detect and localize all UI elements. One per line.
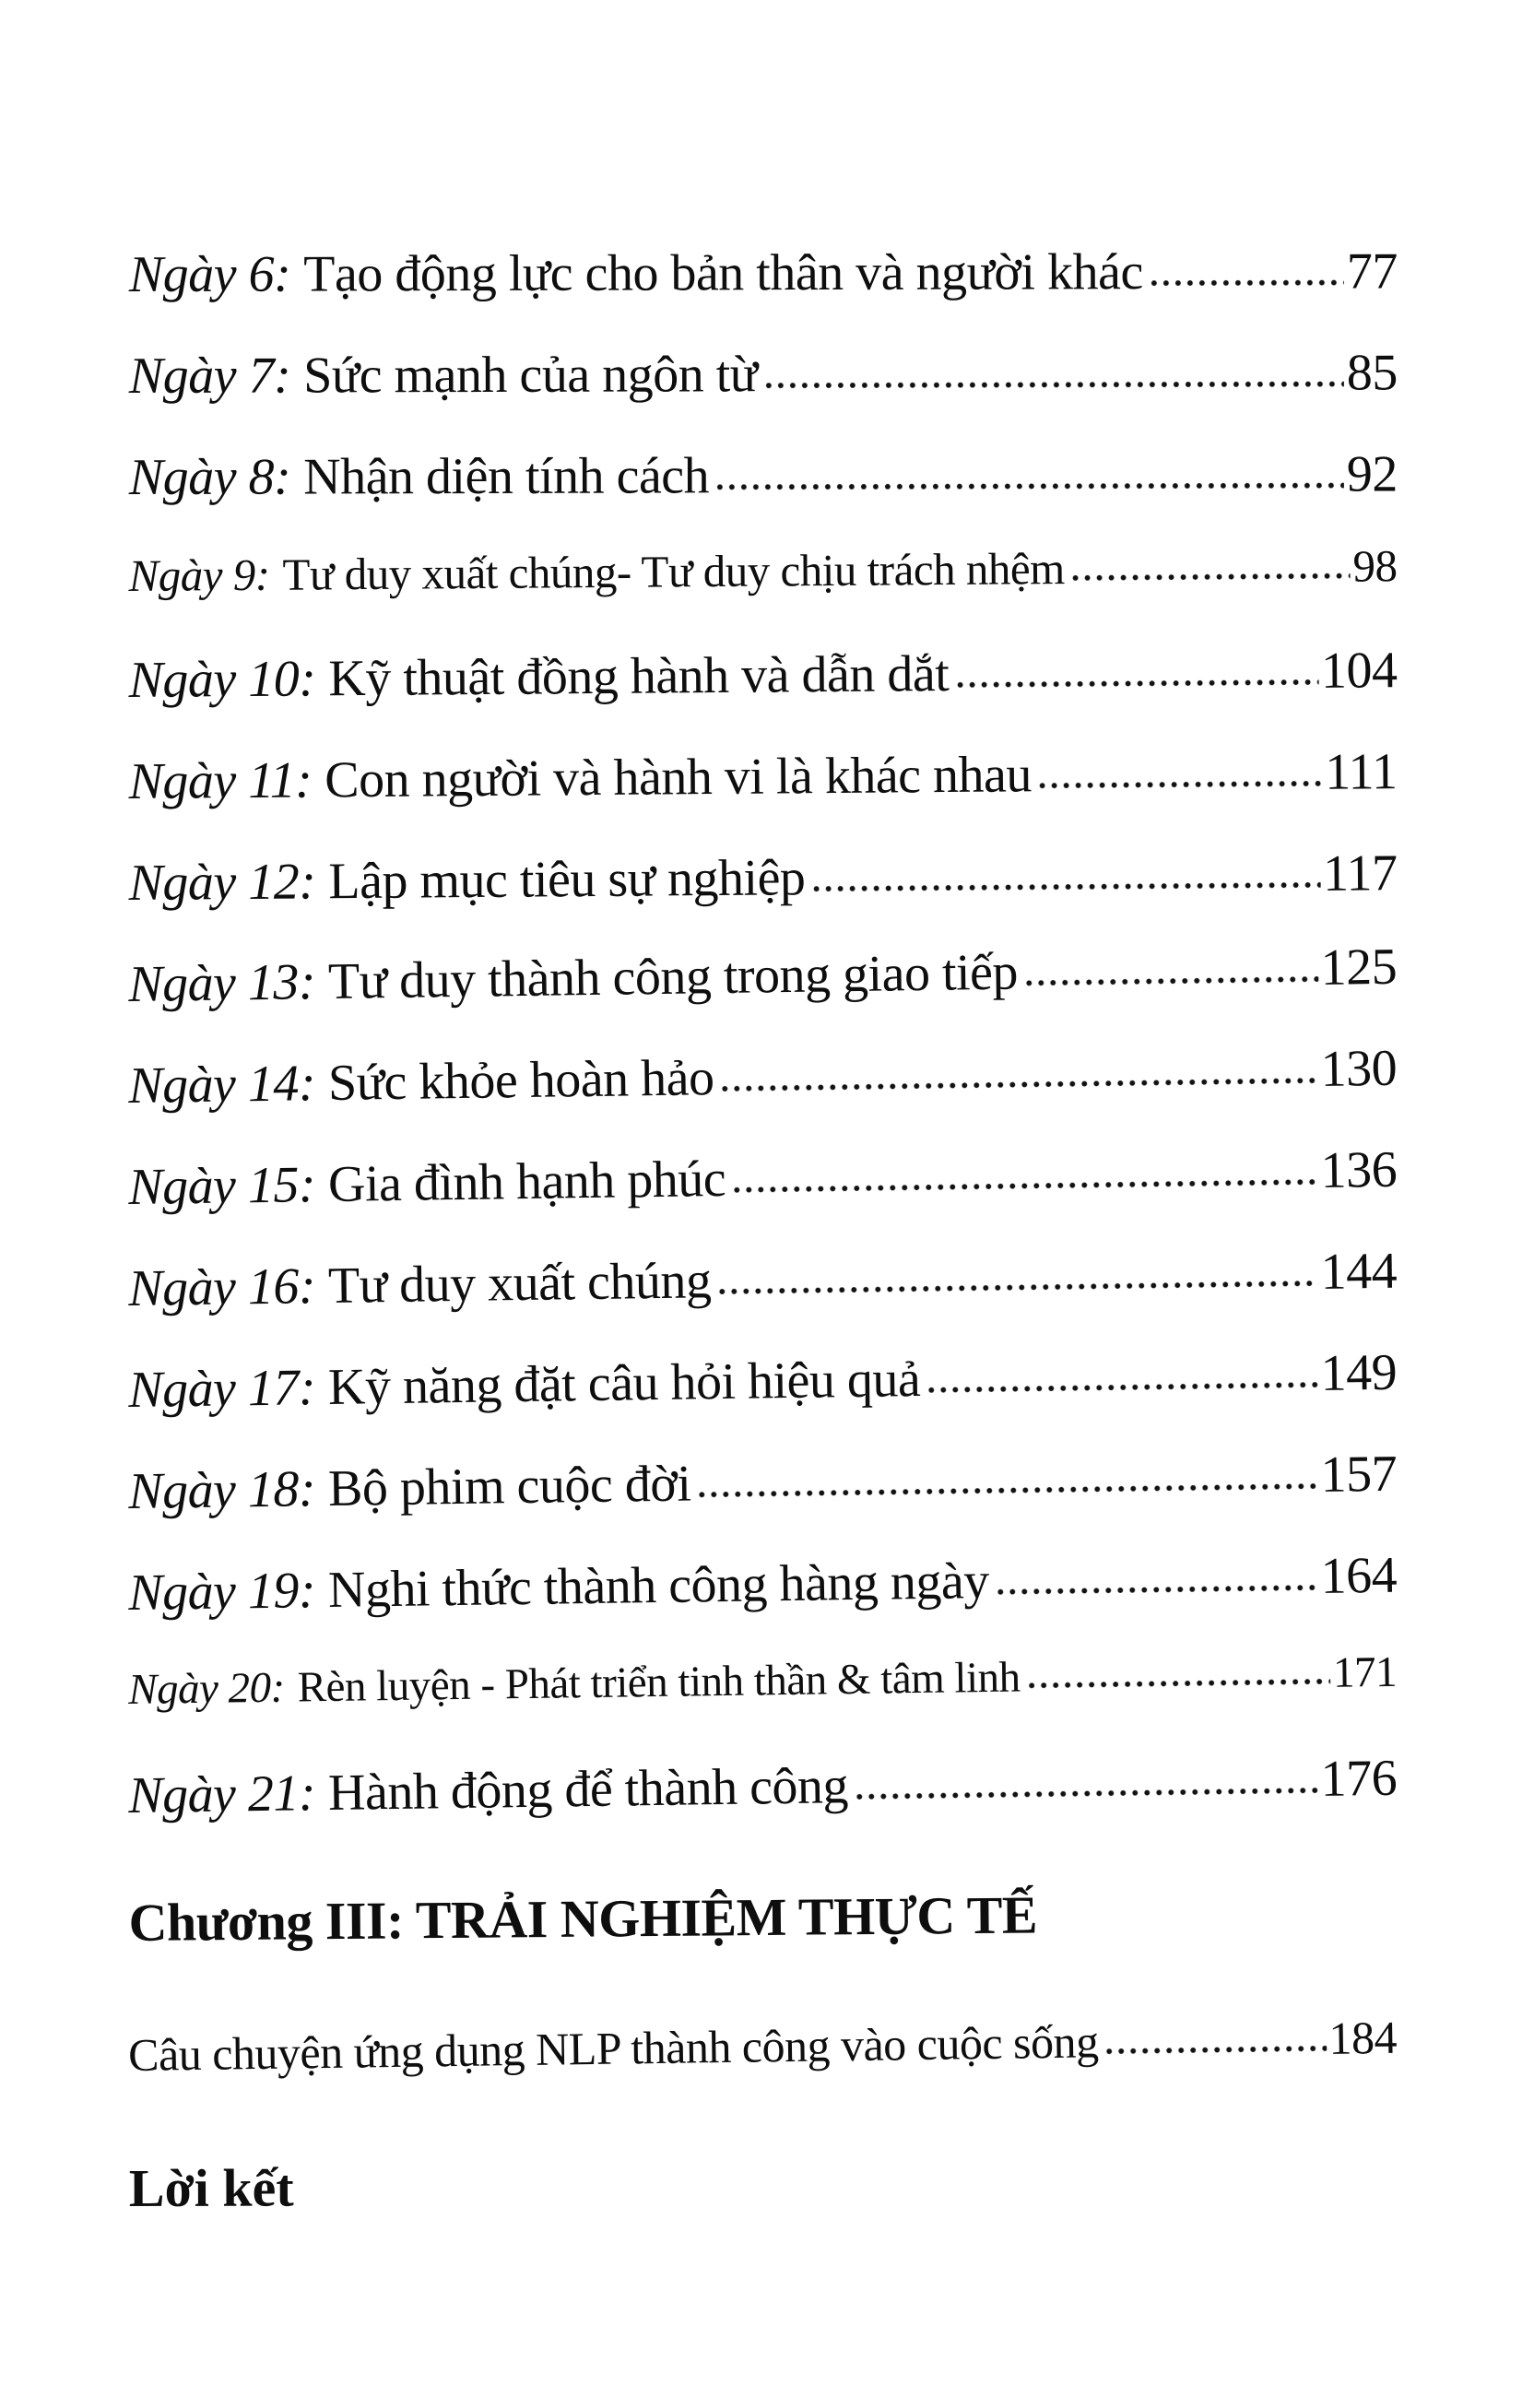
toc-entry	[127, 1729, 1397, 1847]
toc-entry-title: Nhận diện tính cách	[303, 447, 710, 506]
toc-entry	[127, 1424, 1397, 1543]
dot-leader	[696, 1481, 1317, 1500]
dot-leader	[714, 480, 1344, 493]
toc-entry	[128, 620, 1398, 732]
toc-entry-page: 176	[1320, 1749, 1398, 1808]
toc-entry-title: Sức khỏe hoàn hảo	[327, 1049, 714, 1112]
toc-entry	[128, 823, 1398, 935]
toc-entry-day: Ngày 13:	[127, 953, 316, 1014]
toc-entry-page: 104	[1320, 642, 1398, 700]
toc-entry	[129, 221, 1398, 326]
dot-leader	[1104, 2043, 1327, 2057]
toc-entry-page: 117	[1322, 844, 1398, 903]
toc-entry-title: Tạo động lực cho bản thân và người khác	[303, 243, 1143, 303]
chapter-heading: Chương III: TRẢI NGHIỆM THỰC TẾ	[128, 1884, 1038, 1954]
toc-entry-title: Tư duy xuất chúng	[327, 1252, 712, 1315]
toc-entry-page: 77	[1346, 242, 1398, 301]
toc-entry-story	[127, 1990, 1397, 2109]
dot-leader	[926, 1379, 1318, 1396]
dot-leader	[1149, 277, 1344, 289]
dot-leader	[810, 879, 1320, 894]
toc-entry-title: Kỹ năng đặt câu hỏi hiệu quả	[327, 1351, 921, 1416]
toc-entry-title: Sức mạnh của ngôn từ	[303, 346, 758, 405]
dot-leader	[995, 1582, 1318, 1598]
toc-entry-page: 144	[1320, 1242, 1398, 1301]
toc-entry-page: 125	[1320, 938, 1398, 997]
toc-entry	[128, 519, 1398, 631]
toc-entry	[127, 917, 1397, 1036]
toc-entry-day: Ngày 17:	[127, 1359, 316, 1420]
toc-entry-page: 136	[1320, 1140, 1398, 1199]
toc-entry-page: 130	[1320, 1039, 1398, 1098]
toc-entry-title: Gia đình hạnh phúc	[327, 1150, 726, 1213]
toc-entry-title: Nghi thức thành công hàng ngày	[327, 1552, 990, 1619]
toc-entry-day: Ngày 16:	[127, 1257, 316, 1318]
toc-entry-title: Tư duy xuất chúng- Tư duy chịu trách nhệm	[282, 543, 1065, 600]
toc-entry	[127, 1019, 1397, 1138]
toc-entry-day: Ngày 10:	[128, 650, 316, 710]
toc-entry-day: Ngày 6:	[128, 245, 291, 304]
dot-leader	[1023, 974, 1318, 988]
toc-entry-day: Ngày 12:	[128, 853, 316, 913]
toc-entry	[129, 323, 1398, 428]
toc-entry-day: Ngày 9:	[128, 549, 270, 602]
toc-entry-day: Ngày 19:	[127, 1562, 316, 1623]
toc-entry-title: Hành động để thành công	[327, 1757, 849, 1822]
toc-entry-day: Ngày 18:	[127, 1460, 316, 1521]
toc-entry-page: 98	[1352, 540, 1398, 592]
dot-leader	[954, 677, 1318, 691]
dot-leader	[1037, 778, 1322, 791]
toc-entry-page: 184	[1328, 2011, 1398, 2064]
toc-entry-page: 111	[1324, 743, 1398, 801]
dot-leader	[763, 379, 1344, 392]
toc-entry-day: Ngày 8:	[128, 448, 291, 507]
toc-entry-page: 85	[1346, 344, 1398, 402]
toc-entry	[127, 1222, 1397, 1340]
dot-leader	[854, 1785, 1318, 1802]
closing-heading: Lời kết	[128, 2157, 294, 2218]
toc-entry-title: Bộ phim cuộc đời	[327, 1455, 691, 1517]
toc-entry	[127, 1526, 1397, 1645]
toc-entry	[127, 1323, 1397, 1442]
dot-leader	[1070, 571, 1351, 584]
dot-leader	[720, 1075, 1318, 1094]
toc-entry	[127, 1120, 1397, 1239]
toc-entry-title: Kỹ thuật đồng hành và dẫn dắt	[328, 645, 950, 708]
toc-entry-page: 171	[1332, 1647, 1398, 1697]
toc-entry	[127, 1627, 1397, 1746]
toc-entry-page: 92	[1346, 445, 1398, 503]
toc-entry-day: Ngày 15:	[127, 1156, 316, 1217]
toc-entry-day: Ngày 21:	[127, 1765, 316, 1825]
dot-leader	[716, 1278, 1317, 1297]
toc-entry-title: Rèn luyện - Phát triển tinh thần & tâm linh	[297, 1653, 1021, 1712]
toc-entry-day: Ngày 7:	[128, 347, 291, 406]
toc-entry-page: 149	[1320, 1343, 1398, 1402]
toc-entry-title: Con người và hành vi là khác nhau	[324, 746, 1032, 809]
toc-entry-title: Lập mục tiêu sự nghiệp	[328, 849, 806, 911]
toc-entry-title: Tư duy thành công trong giao tiếp	[327, 943, 1019, 1010]
toc-entry-page: 157	[1320, 1445, 1398, 1504]
toc-entry-day: Ngày 11:	[128, 751, 313, 811]
dot-leader	[731, 1176, 1318, 1196]
toc-entry-page: 164	[1320, 1546, 1398, 1605]
toc-entry-title: Câu chuyện ứng dụng NLP thành công vào cuộc sống	[127, 2015, 1099, 2082]
dot-leader	[1026, 1676, 1331, 1692]
toc-entry-day: Ngày 20:	[127, 1663, 286, 1715]
toc-entry-day: Ngày 14:	[127, 1055, 316, 1115]
toc-entry	[129, 424, 1398, 529]
toc-entry	[128, 722, 1398, 833]
